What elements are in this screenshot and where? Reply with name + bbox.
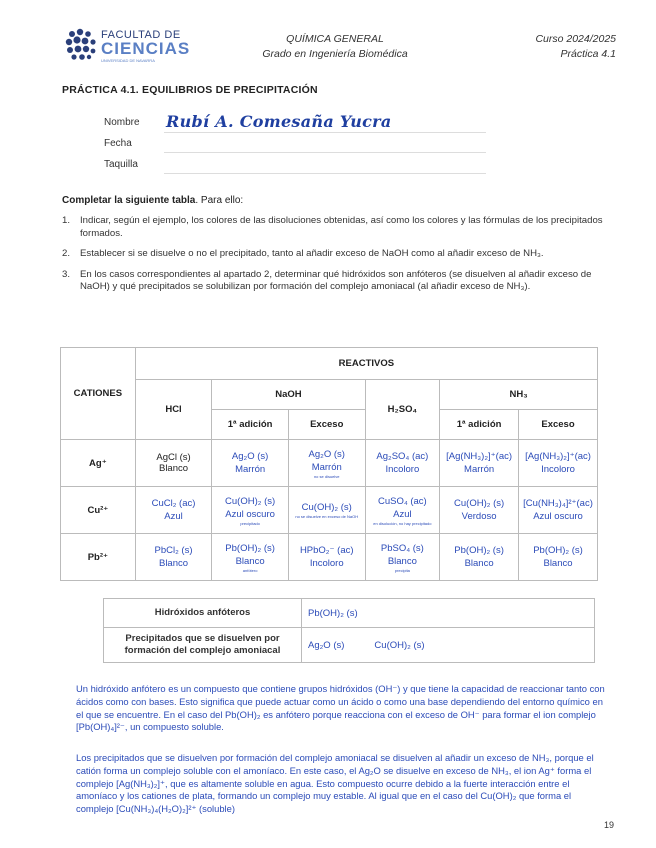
cell-color: Blanco [543, 558, 573, 569]
table-cell [440, 487, 519, 534]
table-cell [440, 534, 519, 581]
name-label: Nombre [104, 117, 140, 128]
cation-cell: Ag⁺ [61, 440, 136, 487]
cell-formula: Cu(OH)₂ (s) [301, 502, 352, 513]
intro-text [62, 195, 243, 206]
degree-name: Grado en Ingeniería Biomédica [262, 48, 408, 60]
precipitation-table [60, 347, 598, 581]
answer-paragraph-ammonia: Los precipitados que se disuelven por formación del complejo amoniacal se disuelven al añadir un exceso de NH₃, porque el catión forma un complejo soluble con el amoníaco. En este caso, el Ag₂O se disuelve en exceso de NH₃, el ion Ag⁺ forma el complejo [Ag(NH₃)₂]⁺, que es altamente soluble en agua. Esto compuesto ocurre debido a la fuerte interacción entre el amoníaco y los cationes de plata, formando un complejo muy estable. Al igual que en el caso del Cu(OH)₂ que forma el complejo [Cu(NH₃)₄(H₂O)₂]²⁺ (soluble) [76, 752, 594, 815]
summary-table [103, 598, 595, 663]
nh3-first-addition-header: 1ª adición [440, 410, 519, 440]
complex-value-2: Cu(OH)₂ (s) [374, 639, 425, 651]
cell-note: no se disuelve [313, 473, 340, 479]
cell-color: Marrón [235, 464, 266, 475]
nh3-header: NH₃ [440, 380, 598, 410]
logo-text-ciencias: CIENCIAS [101, 39, 191, 58]
ammonia-complex-label: Precipitados que se disuelven por formación del complejo amoniacal [104, 628, 302, 663]
table-cell [135, 534, 212, 581]
table-cell [519, 440, 598, 487]
name-value: Rubí A. Comesaña Yucra [166, 112, 392, 131]
cell-formula: CuCl₂ (ac) [151, 498, 196, 509]
step-number: 3. [62, 268, 71, 280]
step-number: 2. [62, 248, 71, 259]
page-title: PRÁCTICA 4.1. EQUILIBRIOS DE PRECIPITACIÓN [62, 84, 318, 96]
table-cell [212, 487, 289, 534]
list-item [62, 215, 612, 240]
cell-color: Azul oscuro [533, 511, 583, 522]
table-row [61, 534, 598, 581]
amphoteric-value: Pb(OH)₂ (s) [302, 599, 595, 628]
cell-formula: Pb(OH)₂ (s) [454, 545, 504, 556]
cell-color: Blanco [158, 558, 189, 569]
step-text: Establecer si se disuelve o no el precipitado, tanto al añadir exceso de NaOH como al añadir exceso de NH₃. [80, 248, 544, 259]
nh3-excess-header: Exceso [519, 410, 598, 440]
name-line [164, 131, 486, 133]
cell-color: Blanco [387, 555, 417, 567]
cell-formula: AgCl (s) [156, 452, 191, 463]
cell-formula: [Ag(NH₃)₂]⁺(ac) [446, 451, 513, 462]
date-label: Fecha [104, 138, 132, 149]
cell-note: no se disuelve en exceso de NaOH [295, 514, 359, 519]
intro-rest: . Para ello: [195, 195, 244, 206]
naoh-header: NaOH [212, 380, 365, 410]
cell-color: Azul [164, 511, 183, 522]
header-practice-info [535, 32, 616, 62]
date-line [164, 151, 486, 153]
cell-color: Blanco [464, 558, 494, 569]
step-number: 1. [62, 215, 71, 226]
cell-color: Incoloro [309, 558, 344, 569]
cell-color: Marrón [311, 461, 342, 473]
naoh-excess-header: Exceso [288, 410, 365, 440]
table-row [61, 440, 598, 487]
cation-cell: Cu²⁺ [61, 487, 136, 534]
complex-value-1: Ag₂O (s) [308, 639, 345, 651]
table-cell [365, 534, 440, 581]
table-cell [135, 440, 212, 487]
h2so4-header: H₂SO₄ [365, 380, 440, 440]
cell-formula: Ag₂SO₄ (ac) [376, 451, 429, 462]
cell-note: precipitado [240, 520, 260, 526]
table-row [61, 487, 598, 534]
cations-header: CATIONES [61, 348, 136, 440]
list-item [62, 248, 612, 261]
cell-color: Blanco [158, 463, 189, 474]
table-cell [212, 534, 289, 581]
cell-formula: PbSO₄ (s) [380, 542, 424, 554]
table-cell [288, 440, 365, 487]
cell-formula: Cu(OH)₂ (s) [225, 495, 276, 507]
instructions-list [62, 215, 612, 302]
cell-formula: [Ag(NH₃)₂]⁺(ac) [525, 451, 591, 462]
table-cell [519, 534, 598, 581]
cation-cell: Pb²⁺ [61, 534, 136, 581]
cell-formula: PbCl₂ (s) [154, 545, 193, 556]
cell-formula: Pb(OH)₂ (s) [533, 545, 583, 556]
table-cell [365, 440, 440, 487]
reagents-header: REACTIVOS [135, 348, 597, 380]
cell-color: Incoloro [541, 464, 575, 475]
cell-formula: CuSO₄ (ac) [377, 495, 427, 507]
locker-line [164, 172, 486, 174]
table-cell [212, 440, 289, 487]
cell-formula: Ag₂O (s) [308, 448, 345, 460]
table-row [104, 599, 595, 628]
logo-text-university: UNIVERSIDAD DE NAVARRA [101, 58, 155, 63]
cell-formula: [Cu(NH₃)₄]²⁺(ac) [523, 498, 593, 509]
cell-formula: HPbO₂⁻ (ac) [299, 545, 354, 556]
table-cell [288, 534, 365, 581]
cell-color: Azul oscuro [225, 508, 275, 520]
locker-label: Taquilla [104, 159, 138, 170]
cell-color: Blanco [235, 555, 265, 567]
hcl-header: HCl [135, 380, 212, 440]
amphoteric-label: Hidróxidos anfóteros [104, 599, 302, 628]
step-text: En los casos correspondientes al apartado 2, determinar qué hidróxidos son anfóteros (se disuelven al añadir exceso de NaOH) y qué precipitados se solubilizan por formación del complejo amoniacal (al añadir exceso de NH₃). [80, 268, 592, 292]
cell-formula: Ag₂O (s) [231, 451, 269, 462]
cell-formula: Cu(OH)₂ (s) [454, 498, 505, 509]
logo-dots-icon [64, 28, 98, 62]
cell-formula: Pb(OH)₂ (s) [225, 542, 275, 554]
cell-note: anfótero [242, 567, 258, 573]
table-row [104, 628, 595, 663]
practice-number: Práctica 4.1 [560, 48, 616, 60]
cell-note: en disolución, no hay precipitado [373, 520, 432, 526]
page-number: 19 [603, 820, 614, 830]
header-course-info [240, 32, 430, 62]
answer-paragraph-amphoteric: Un hidróxido anfótero es un compuesto que contiene grupos hidróxidos (OH⁻) y que tiene la capacidad de reaccionar tanto con ácidos como con bases. Esto significa que puede actuar como un ácido o como una base dependiendo del entorno químico en el que se encuentre. En el caso del Pb(OH)₂ es anfótero porque reacciona con el exceso de OH⁻ para formar el ion complejo [Pb(OH)₄]²⁻, un compuesto soluble. [76, 683, 605, 733]
cell-color: Marrón [464, 464, 495, 475]
table-cell [288, 487, 365, 534]
logo-text-faculty: FACULTAD DE [101, 29, 181, 41]
list-item [62, 269, 612, 294]
step-text: Indicar, según el ejemplo, los colores de las disoluciones obtenidas, así como los colores y las fórmulas de los precipitados formados. [80, 215, 603, 239]
naoh-first-addition-header: 1ª adición [212, 410, 289, 440]
academic-year: Curso 2024/2025 [535, 33, 616, 45]
ammonia-complex-value [302, 628, 595, 663]
table-cell [365, 487, 440, 534]
cell-note: precipita [394, 567, 410, 573]
cell-color: Incoloro [385, 464, 420, 475]
course-name: QUÍMICA GENERAL [286, 33, 384, 45]
table-cell [440, 440, 519, 487]
table-cell [519, 487, 598, 534]
cell-color: Verdoso [461, 511, 497, 522]
table-cell [135, 487, 212, 534]
faculty-logo [64, 26, 191, 66]
cell-color: Azul [393, 508, 412, 520]
intro-bold: Completar la siguiente tabla [62, 195, 196, 206]
